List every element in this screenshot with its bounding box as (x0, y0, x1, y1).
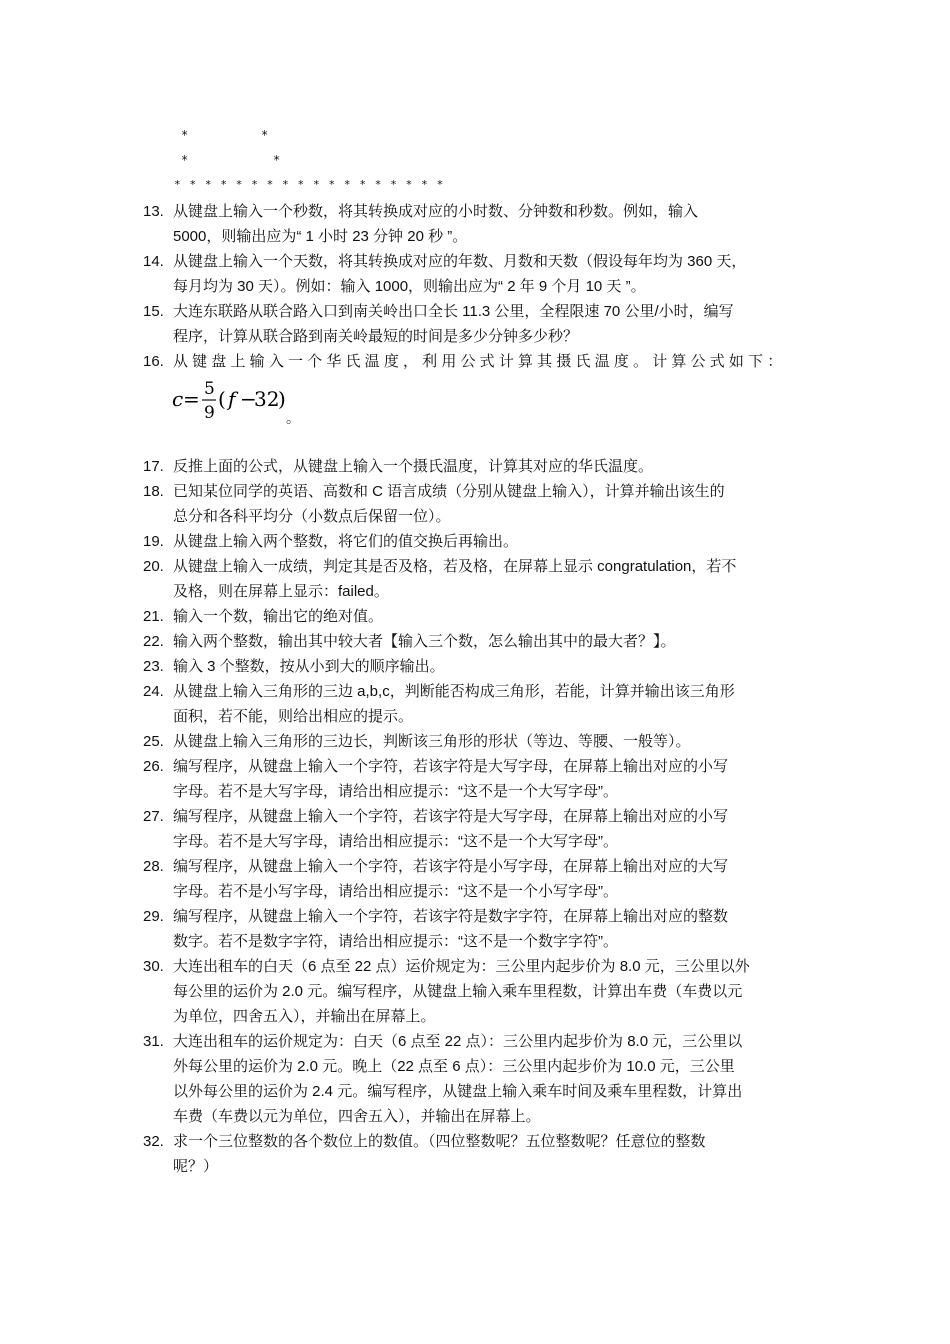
item-number: 22. (143, 633, 164, 650)
list-item (0, 454, 950, 479)
item-text (173, 754, 813, 804)
list-item (0, 654, 950, 679)
item-text-line: 外每公里的运价为 2.0 元。晚上（22 点至 6 点）：三公里内起步价为 10.0 元，三公里 (173, 1058, 735, 1075)
item-text-line: 总分和各科平均分（小数点后保留一位）。 (173, 508, 451, 525)
item-text (173, 679, 813, 729)
list-item (0, 349, 950, 374)
item-text-line: 求一个三位整数的各个数位上的数值。（四位整数呢？五位整数呢？任意位的整数 (173, 1133, 706, 1150)
item-text-line: 大连东联路从联合路入口到南关岭出口全长 11.3 公里，全程限速 70 公里/小时，编写 (173, 303, 734, 320)
item-text-line: 从 键 盘 上 输 入 一 个 华 氏 温 度 ， 利 用 公 式 计 算 其 摄 氏 温 度 。 计 算 公 式 如 下 ： (173, 353, 783, 370)
list-item (0, 629, 950, 654)
item-text-line: 面积，若不能，则给出相应的提示。 (173, 708, 414, 725)
item-text (173, 954, 813, 1029)
item-text (173, 299, 813, 349)
item-text-line: 呢？） (173, 1158, 219, 1175)
list-item (0, 479, 950, 529)
item-text-line: 从键盘上输入一个秒数，将其转换成对应的小时数、分钟数和秒数。例如，输入 (173, 203, 699, 220)
item-text (173, 629, 813, 654)
item-text-line: 从键盘上输入三角形的三边长，判断该三角形的形状（等边、等腰、一般等）。 (173, 733, 691, 750)
item-text-line: 大连出租车的运价规定为：白天（6 点至 22 点）：三公里内起步价为 8.0 元，三公里以 (173, 1033, 743, 1050)
item-text (173, 604, 813, 629)
list-item (0, 854, 950, 904)
formula-lhs: c (172, 387, 184, 411)
star: * (181, 153, 189, 167)
item-number: 25. (143, 733, 164, 750)
item-text-line: 输入两个整数，输出其中较大者【输入三个数，怎么输出其中的最大者？】。 (173, 633, 676, 650)
star: * (261, 128, 269, 142)
item-text (173, 1029, 813, 1129)
item-text (173, 554, 813, 604)
formula-var: f (228, 387, 236, 411)
item-text-line: 从键盘上输入两个整数，将它们的值交换后再输出。 (173, 533, 519, 550)
item-number: 16. (143, 353, 164, 370)
star: * (273, 153, 281, 167)
item-text-line: 5000，则输出应为“ 1 小时 23 分钟 20 秒 ”。 (173, 228, 468, 245)
formula-denominator: 9 (204, 403, 215, 423)
item-text-line: 输入 3 个整数，按从小到大的顺序输出。 (173, 658, 445, 675)
item-text-line: 反推上面的公式，从键盘上输入一个摄氏温度，计算其对应的华氏温度。 (173, 458, 654, 475)
list-item (0, 954, 950, 1029)
item-text-line: 编写程序，从键盘上输入一个字符，若该字符是数字字符，在屏幕上输出对应的整数 (173, 908, 729, 925)
item-number: 17. (143, 458, 164, 475)
item-text (173, 1129, 813, 1179)
formula-numerator: 5 (204, 379, 215, 399)
list-item (0, 754, 950, 804)
item-text-line: 已知某位同学的英语、高数和 C 语言成绩（分别从键盘上输入），计算并输出该生的 (173, 483, 725, 500)
item-text-line: 为单位，四舍五入），并输出在屏幕上。 (173, 1008, 436, 1025)
item-text-line: 从键盘上输入三角形的三边 a,b,c，判断能否构成三角形，若能，计算并输出该三角形 (173, 683, 735, 700)
item-text-line: 输入一个数，输出它的绝对值。 (173, 608, 384, 625)
item-text (173, 904, 813, 954)
item-text-line: 大连出租车的白天（6 点至 22 点）运价规定为：三公里内起步价为 8.0 元，三公里以外 (173, 958, 750, 975)
item-number: 15. (143, 303, 164, 320)
item-number: 30. (143, 958, 164, 975)
list-item (0, 804, 950, 854)
item-text (173, 349, 813, 374)
formula-constant: 32 (254, 387, 280, 411)
item-number: 24. (143, 683, 164, 700)
list-item (0, 729, 950, 754)
item-number: 29. (143, 908, 164, 925)
item-text (173, 654, 813, 679)
list-item (0, 679, 950, 729)
list-item (0, 529, 950, 554)
item-text-line: 编写程序，从键盘上输入一个字符，若该字符是大写字母，在屏幕上输出对应的小写 (173, 808, 729, 825)
item-number: 27. (143, 808, 164, 825)
star: * (181, 128, 189, 142)
item-text (173, 454, 813, 479)
item-text (173, 479, 813, 529)
item-number: 13. (143, 203, 164, 220)
item-text (173, 854, 813, 904)
item-number: 14. (143, 253, 164, 270)
item-text-line: 数字。若不是数字字符，请给出相应提示：“这不是一个数字字符”。 (173, 933, 618, 950)
list-item (0, 299, 950, 349)
item-text (173, 249, 813, 299)
item-number: 26. (143, 758, 164, 775)
list-item (0, 1029, 950, 1129)
item-number: 20. (143, 558, 164, 575)
formula-paren-close: ) (278, 387, 286, 411)
item-text (173, 529, 813, 554)
list-item (0, 199, 950, 249)
item-text (173, 804, 813, 854)
list-item (0, 1129, 950, 1179)
item-text-line: 编写程序，从键盘上输入一个字符，若该字符是小写字母，在屏幕上输出对应的大写 (173, 858, 729, 875)
list-item (0, 249, 950, 299)
item-number: 23. (143, 658, 164, 675)
item-text-line: 每月均为 30 天）。例如：输入 1000，则输出应为“ 2 年 9 个月 10 天 ”。 (173, 278, 646, 295)
formula-minus: − (240, 387, 257, 411)
item-text (173, 199, 813, 249)
formula-paren-open: ( (218, 387, 226, 411)
item-text-line: 编写程序，从键盘上输入一个字符，若该字符是大写字母，在屏幕上输出对应的小写 (173, 758, 729, 775)
formula-period: 。 (286, 410, 300, 426)
list-item (0, 904, 950, 954)
item-text-line: 字母。若不是大写字母，请给出相应提示：“这不是一个大写字母”。 (173, 833, 618, 850)
item-number: 31. (143, 1033, 164, 1050)
item-number: 19. (143, 533, 164, 550)
item-text-line: 及格，则在屏幕上显示：failed。 (173, 583, 389, 600)
item-text-line: 每公里的运价为 2.0 元。编写程序，从键盘上输入乘车里程数，计算出车费（车费以元 (173, 983, 743, 1000)
exercise-list (0, 199, 950, 1179)
list-item (0, 554, 950, 604)
item-number: 32. (143, 1133, 164, 1150)
item-number: 28. (143, 858, 164, 875)
item-text-line: 程序，计算从联合路到南关岭最短的时间是多少分钟多少秒？ (173, 328, 579, 345)
item-number: 21. (143, 608, 164, 625)
star-row-3: * * * * * * * * * * * * * * * * * * (174, 178, 445, 191)
list-item (0, 604, 950, 629)
item-text-line: 从键盘上输入一个天数，将其转换成对应的年数、月数和天数（假设每年均为 360 天， (173, 253, 747, 270)
item-text-line: 以外每公里的运价为 2.4 元。编写程序，从键盘上输入乘车时间及乘车里程数，计算出 (173, 1083, 743, 1100)
item-text (173, 729, 813, 754)
item-text-line: 车费（车费以元为单位，四舍五入），并输出在屏幕上。 (173, 1108, 541, 1125)
item-text-line: 字母。若不是小写字母，请给出相应提示：“这不是一个小写字母”。 (173, 883, 618, 900)
item-number: 18. (143, 483, 164, 500)
item-text-line: 从键盘上输入一成绩，判定其是否及格，若及格，在屏幕上显示 congratulation，若不 (173, 558, 737, 575)
item-text-line: 字母。若不是大写字母，请给出相应提示：“这不是一个大写字母”。 (173, 783, 618, 800)
formula-equals: = (183, 387, 200, 411)
